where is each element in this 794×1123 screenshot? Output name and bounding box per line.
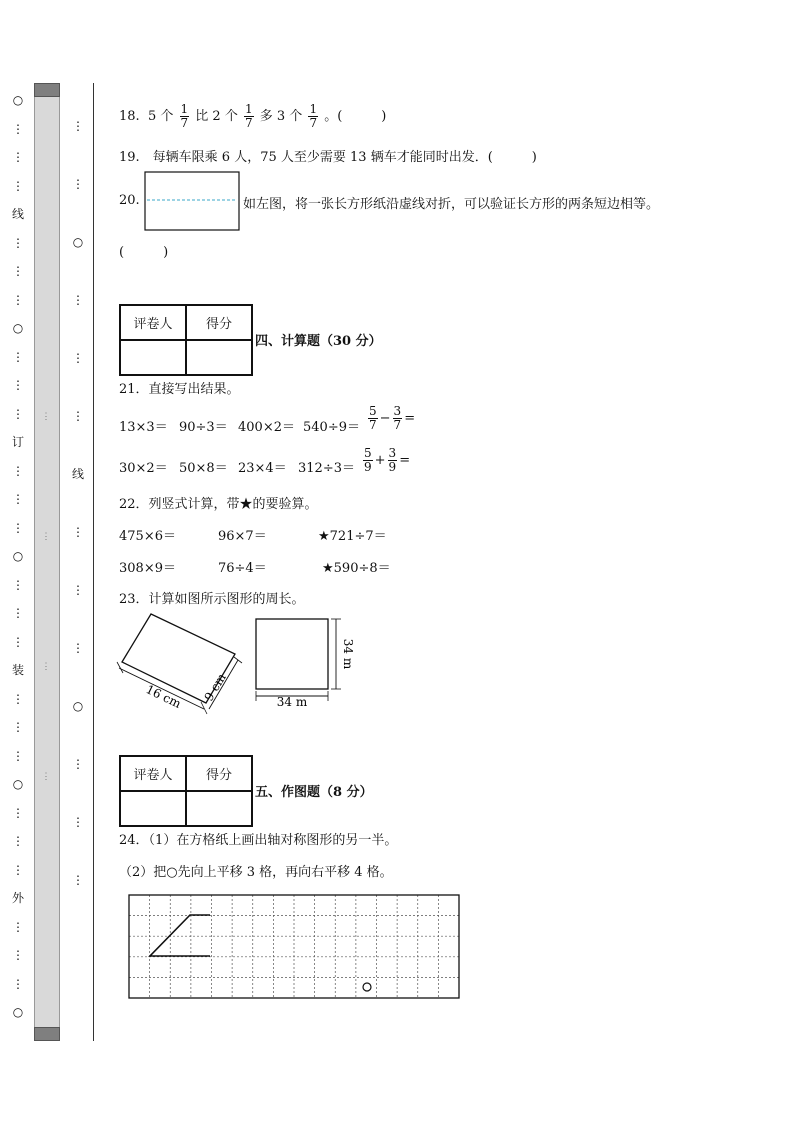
margin-dots: ⋮ — [12, 948, 24, 962]
fraction: $\frac{1}{7}$ — [309, 102, 318, 130]
rectangle-outline — [145, 172, 239, 230]
binding-strip — [34, 83, 60, 1041]
question-24-line-2: （2）把○先向上平移 3 格，再向右平移 4 格。 — [119, 865, 393, 880]
calc-item: 540÷9＝ — [303, 420, 360, 435]
margin-dots: ⋮ — [12, 235, 24, 250]
score-label: 得分 — [186, 305, 252, 340]
margin-dots: ⋮ — [12, 463, 24, 478]
margin-char: 订 — [11, 435, 24, 449]
half-symmetric-shape — [150, 915, 210, 956]
grader-label: 评卷人 — [120, 756, 186, 791]
question-20-number: 20. — [119, 193, 140, 208]
vertical-calc-item: 96×7＝ — [218, 529, 267, 544]
margin-dots: ⋮ — [72, 583, 84, 597]
margin-dots: ⋮ — [72, 293, 84, 307]
answer-parentheses: 。( ) — [324, 109, 387, 124]
margin-dots: ⋮ — [12, 634, 24, 649]
strip-dots: ⋮ — [41, 412, 51, 422]
long-side-label: 16 cm — [143, 682, 184, 711]
margin-dots: ⋮ — [12, 264, 24, 278]
margin-char: 外 — [11, 891, 24, 905]
margin-dots: ⋮ — [12, 150, 24, 164]
q18-text: 多 3 个 — [259, 109, 303, 124]
strip-dots: ⋮ — [41, 662, 51, 672]
square — [256, 619, 328, 689]
margin-dots: ⋮ — [72, 525, 84, 539]
score-table — [119, 304, 253, 376]
margin-circle: ○ — [72, 235, 84, 249]
binding-strip-top-cap — [34, 83, 60, 97]
margin-dots: ⋮ — [12, 834, 24, 848]
calc-item: 90÷3＝ — [179, 420, 228, 435]
grid-border — [129, 895, 459, 998]
grader-cell[interactable] — [120, 340, 186, 375]
vertical-calc-item: ★721÷7＝ — [318, 529, 387, 544]
vertical-calc-item: 308×9＝ — [119, 561, 176, 576]
q18-text: 5 个 — [147, 109, 174, 124]
short-side-label: 9 cm — [201, 670, 229, 704]
answer-parentheses: ( ) — [119, 245, 169, 260]
calc-item: 50×8＝ — [179, 461, 228, 476]
margin-dots: ⋮ — [12, 349, 24, 364]
question-22-title: 22．列竖式计算，带★的要验算。 — [119, 497, 318, 512]
margin-circle: ○ — [12, 777, 24, 791]
inner-binding-margin — [68, 110, 88, 1010]
grid-paper[interactable] — [128, 894, 462, 1002]
calc-item: 312÷3＝ — [298, 461, 355, 476]
question-19: 19. 每辆车限乘 6 人，75 人至少需要 13 辆车才能同时出发．( ) — [119, 150, 537, 165]
small-circle — [363, 983, 371, 991]
margin-circle: ○ — [12, 321, 24, 335]
margin-dots: ⋮ — [12, 406, 24, 421]
q18-text: 比 2 个 — [195, 109, 238, 124]
margin-dots: ⋮ — [12, 577, 24, 592]
square-right-label: 34 m — [341, 638, 355, 670]
margin-dots: ⋮ — [72, 757, 84, 771]
margin-dots: ⋮ — [72, 177, 84, 191]
margin-dots: ⋮ — [12, 862, 24, 877]
margin-dots: ⋮ — [12, 178, 24, 193]
margin-dots: ⋮ — [12, 805, 24, 820]
margin-dots: ⋮ — [12, 378, 24, 392]
margin-dots: ⋮ — [72, 409, 84, 423]
question-20-text: 如左图，将一张长方形纸沿虚线对折，可以验证长方形的两条短边相等。 — [243, 197, 660, 212]
margin-char: 线 — [71, 467, 84, 481]
square-figure — [252, 614, 357, 709]
margin-dots: ⋮ — [72, 815, 84, 829]
calc-item: 30×2＝ — [119, 461, 168, 476]
square-bottom-label: 34 m — [276, 695, 308, 709]
section-4-title: 四、计算题（30 分） — [255, 334, 382, 349]
folded-rectangle-figure — [144, 171, 240, 231]
margin-dots: ⋮ — [12, 492, 24, 506]
vertical-calc-item: 76÷4＝ — [218, 561, 267, 576]
margin-circle: ○ — [72, 699, 84, 713]
fraction-calc: $\frac{5}{9}$ + $\frac{3}{9}$ = — [364, 446, 411, 474]
vertical-calc-item: ★590÷8＝ — [322, 561, 391, 576]
margin-dots: ⋮ — [72, 119, 84, 133]
calc-item: 13×3＝ — [119, 420, 168, 435]
score-cell[interactable] — [186, 340, 252, 375]
margin-dots: ⋮ — [12, 919, 24, 934]
tilted-rectangle-figure — [115, 610, 245, 715]
score-table — [119, 755, 253, 827]
calc-item: 400×2＝ — [238, 420, 295, 435]
fraction: $\frac{1}{7}$ — [180, 102, 189, 130]
margin-dots: ⋮ — [12, 121, 24, 136]
vertical-calc-item: 475×6＝ — [119, 529, 176, 544]
margin-dots: ⋮ — [72, 873, 84, 887]
fraction-calc: $\frac{5}{7}$ − $\frac{3}{7}$ = — [369, 404, 416, 432]
grader-cell[interactable] — [120, 791, 186, 826]
margin-dots: ⋮ — [72, 641, 84, 655]
section-5-title: 五、作图题（8 分） — [255, 785, 373, 800]
margin-circle: ○ — [12, 549, 24, 563]
margin-dots: ⋮ — [72, 351, 84, 365]
margin-dots: ⋮ — [12, 691, 24, 706]
grader-label: 评卷人 — [120, 305, 186, 340]
score-label: 得分 — [186, 756, 252, 791]
margin-dots: ⋮ — [12, 606, 24, 620]
margin-circle: ○ — [12, 93, 24, 107]
margin-divider-line — [93, 83, 94, 1041]
question-number: 18. — [119, 109, 140, 124]
margin-dots: ⋮ — [12, 520, 24, 535]
strip-dots: ⋮ — [41, 772, 51, 782]
outer-binding-margin — [8, 88, 28, 1038]
question-24-line-1: 24．（1）在方格纸上画出轴对称图形的另一半。 — [119, 833, 398, 848]
fraction: $\frac{1}{7}$ — [244, 102, 253, 130]
question-21-title: 21．直接写出结果。 — [119, 382, 240, 397]
binding-strip-bottom-cap — [34, 1027, 60, 1041]
strip-dots: ⋮ — [41, 532, 51, 542]
margin-char: 装 — [11, 663, 24, 677]
margin-circle: ○ — [12, 1005, 24, 1019]
margin-dots: ⋮ — [12, 976, 24, 991]
calc-item: 23×4＝ — [238, 461, 287, 476]
margin-dots: ⋮ — [12, 748, 24, 763]
question-23-title: 23．计算如图所示图形的周长。 — [119, 592, 305, 607]
margin-char: 线 — [11, 207, 24, 221]
question-18 — [119, 103, 386, 130]
score-cell[interactable] — [186, 791, 252, 826]
margin-dots: ⋮ — [12, 720, 24, 734]
margin-dots: ⋮ — [12, 292, 24, 307]
